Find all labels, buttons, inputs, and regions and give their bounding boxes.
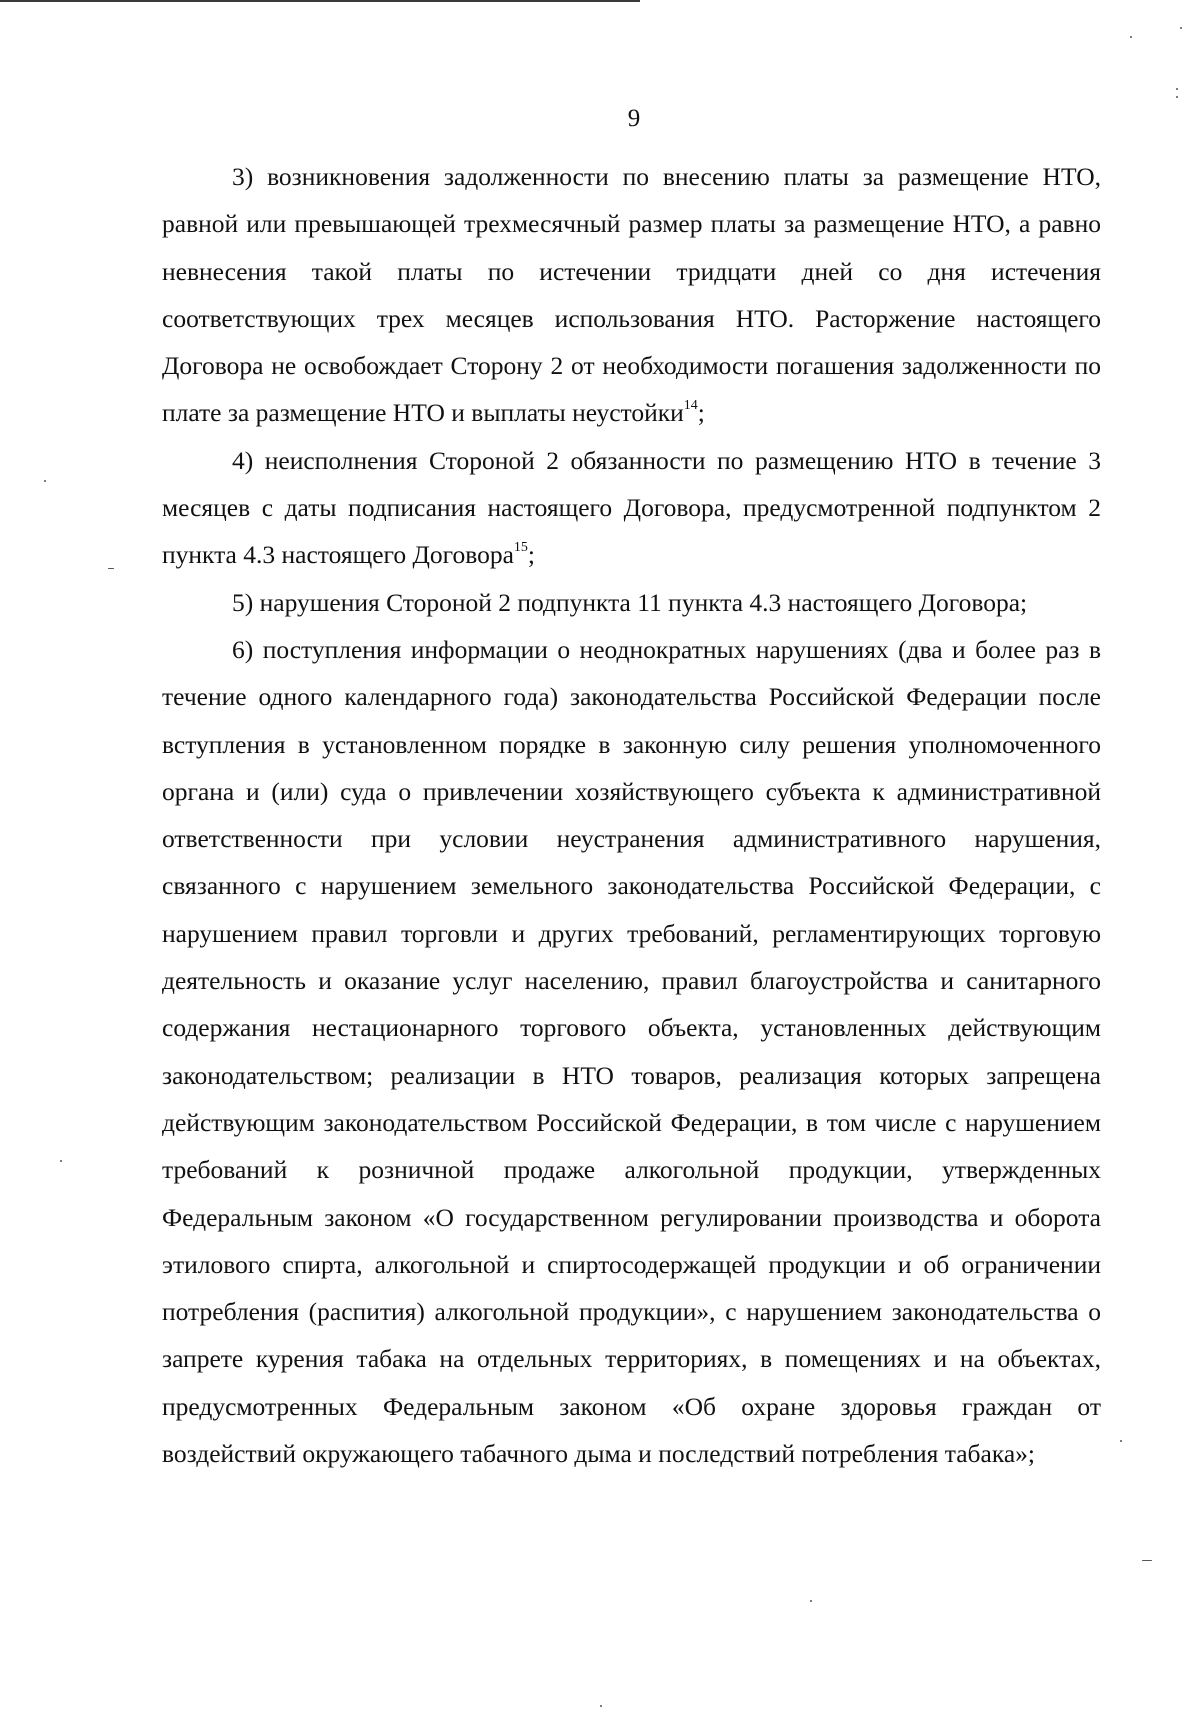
clause-text: 4) неисполнения Стороной 2 обязанности по размещению НТО в течение 3 месяцев с даты подписания настоящего Договора, предусмотренной подпунктом 2 пункта 4.3 настоящего Договора bbox=[162, 445, 1101, 570]
footnote-ref: 14 bbox=[683, 398, 698, 414]
scan-speck bbox=[1176, 88, 1178, 90]
clause-tail: ; bbox=[697, 398, 705, 428]
scan-speck bbox=[1176, 96, 1178, 98]
document-body bbox=[162, 153, 1101, 1477]
scan-speck bbox=[1180, 27, 1182, 29]
scan-speck bbox=[600, 1705, 602, 1707]
footnote-ref: 15 bbox=[513, 540, 528, 556]
scan-speck bbox=[1142, 1560, 1152, 1561]
scan-speck bbox=[44, 480, 46, 482]
clause-4 bbox=[162, 437, 1101, 579]
scan-speck bbox=[60, 1160, 62, 1162]
clause-tail: ; bbox=[527, 540, 535, 570]
clause-text: 5) нарушения Стороной 2 подпункта 11 пункта 4.3 настоящего Договора; bbox=[232, 587, 1028, 617]
scan-speck bbox=[1120, 1440, 1122, 1442]
clause-text: 3) возникновения задолженности по внесению платы за размещение НТО, равной или превышающей трехмесячный размер платы за размещение НТО, а равно невнесения такой платы по истечении тридцати дней со дня истечения соответствующих трех месяцев использования НТО. Расторжение настоящего Договора не освобождает Сторону 2 от необходимости погашения задолженности по плате за размещение НТО и выплаты неустойки bbox=[162, 162, 1101, 428]
clause-5 bbox=[162, 579, 1101, 626]
clause-3 bbox=[162, 153, 1101, 437]
scan-speck bbox=[1130, 36, 1132, 38]
scan-speck bbox=[108, 568, 114, 569]
clause-6 bbox=[162, 626, 1101, 1477]
page-number: 9 bbox=[627, 105, 641, 132]
scan-edge-line bbox=[0, 0, 640, 2]
scan-speck bbox=[810, 1600, 812, 1602]
clause-text: 6) поступления информации о неоднократных нарушениях (два и более раз в течение одного календарного года) законодательства Российской Федерации после вступления в установленном порядке в законную силу решения уполномоченного органа и (или) суда о привлечении хозяйствующего субъекта к административной ответственности при условии неустранения административного нарушения, связанного с нарушением земельного законодательства Российской Федерации, с нарушением правил торговли и других требований, регламентирующих торговую деятельность и оказание услуг населению, правил благоустройства и санитарного содержания нестационарного торгового объекта, установленных действующим законодательством; реализации в НТО товаров, реализация которых запрещена действующим законодательством Российской Федерации, в том числе с нарушением требований к розничной продаже алкогольной продукции, утвержденных Федеральным законом «О государственном регулировании производства и оборота этилового спирта, алкогольной и спиртосодержащей продукции и об ограничении потребления (распития) алкогольной продукции», с нарушением законодательства о запрете курения табака на отдельных территориях, в помещениях и на объектах, предусмотренных Федеральным законом «Об охране здоровья граждан от воздействий окружающего табачного дыма и последствий потребления табака»; bbox=[162, 634, 1101, 1469]
